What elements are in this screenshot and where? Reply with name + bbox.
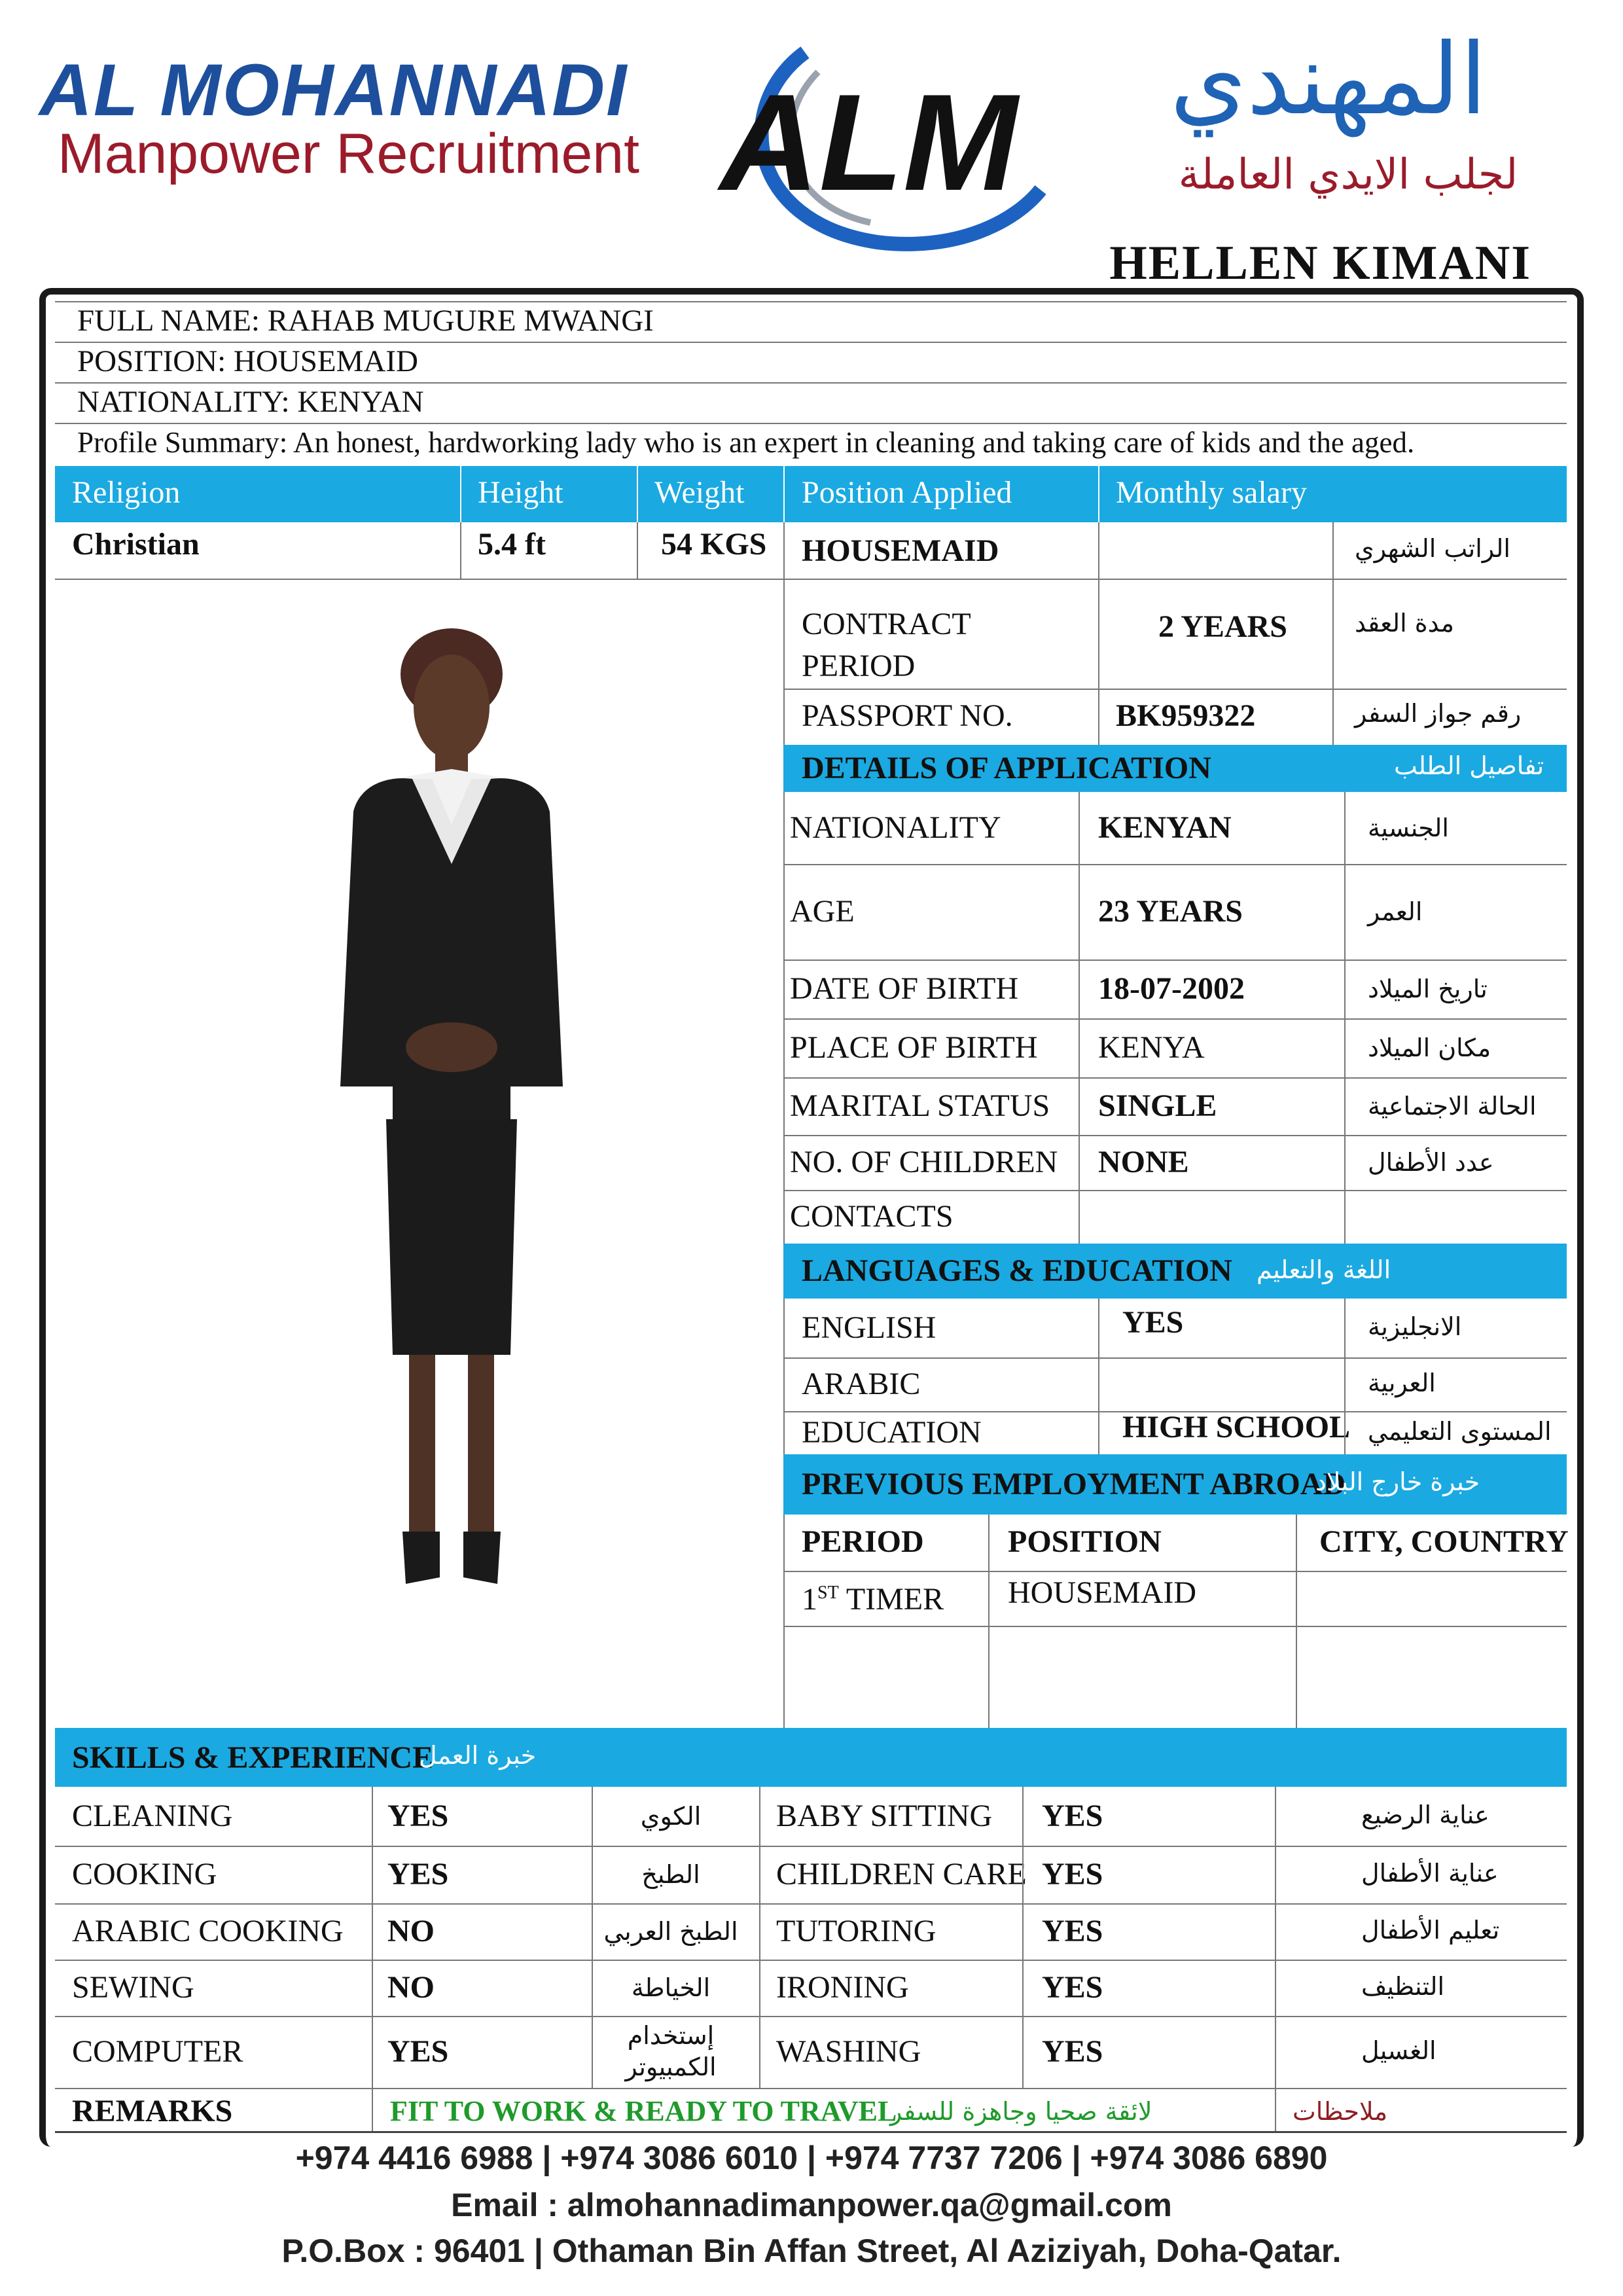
- details-label: DATE OF BIRTH: [790, 971, 1019, 1006]
- details-value: 18-07-2002: [1098, 971, 1245, 1006]
- col-sep: [1098, 1299, 1099, 1454]
- details-title-arabic: تفاصيل الطلب: [1394, 751, 1544, 780]
- skill-value: YES: [1042, 1799, 1103, 1833]
- details-arabic: العمر: [1368, 897, 1423, 926]
- skill-value: YES: [387, 1857, 449, 1892]
- skill-label: ARABIC COOKING: [72, 1914, 344, 1948]
- row-sep: [783, 1626, 1567, 1627]
- skill-label: WASHING: [776, 2034, 921, 2069]
- skill-value: YES: [1042, 1857, 1103, 1892]
- col-sep: [1296, 1515, 1297, 1728]
- col-sep: [1344, 792, 1346, 1244]
- skill-arabic: الغسيل: [1361, 2036, 1436, 2065]
- remarks-label-arabic: ملاحظات: [1293, 2097, 1388, 2126]
- contract-arabic: مدة العقد: [1355, 609, 1454, 637]
- details-label: AGE: [790, 894, 855, 929]
- language-value: YES: [1122, 1305, 1184, 1340]
- row-sep: [783, 864, 1567, 865]
- employment-title: PREVIOUS EMPLOYMENT ABROAD: [802, 1467, 1346, 1501]
- details-label: PLACE OF BIRTH: [790, 1030, 1038, 1065]
- row-sep: [55, 1960, 1567, 1961]
- details-value: 23 YEARS: [1098, 894, 1243, 929]
- languages-title: LANGUAGES & EDUCATION: [802, 1253, 1232, 1288]
- language-label: EDUCATION: [802, 1415, 982, 1450]
- row-sep: [55, 1903, 1567, 1905]
- details-arabic: عدد الأطفال: [1368, 1148, 1494, 1177]
- col-sep: [783, 522, 785, 1728]
- skill-arabic: الخياطة: [631, 1973, 711, 2002]
- employment-header-position: POSITION: [1008, 1524, 1162, 1559]
- skill-value: YES: [387, 1799, 449, 1833]
- brand-name-arabic: المهندي: [1169, 23, 1488, 137]
- row-sep: [783, 1571, 1567, 1572]
- header-weight: Weight: [654, 475, 745, 510]
- header-monthly-salary: Monthly salary: [1116, 475, 1307, 510]
- col-sep: [1098, 466, 1099, 522]
- candidate-photo: [288, 615, 615, 1604]
- language-label: ENGLISH: [802, 1310, 936, 1345]
- value-height: 5.4 ft: [478, 527, 546, 562]
- row-sep: [783, 1190, 1567, 1191]
- employment-title-arabic: خبرة خارج البلاد: [1315, 1467, 1480, 1496]
- col-sep: [592, 1787, 593, 2088]
- footer-address: P.O.Box : 96401 | Othaman Bin Affan Street, Al Aziziyah, Doha-Qatar.: [281, 2233, 1342, 2269]
- details-value: NONE: [1098, 1145, 1189, 1179]
- profile-summary: Profile Summary: An honest, hardworking lady who is an expert in cleaning and taking care of kids and the aged.: [77, 426, 1415, 459]
- col-sep: [460, 522, 461, 579]
- skill-label: COMPUTER: [72, 2034, 243, 2069]
- col-sep: [1022, 1787, 1024, 2088]
- details-arabic: الحالة الاجتماعية: [1368, 1092, 1537, 1121]
- col-sep: [1275, 2088, 1276, 2131]
- skill-arabic: الكوي: [640, 1802, 702, 1831]
- value-weight: 54 KGS: [661, 527, 767, 562]
- candidate-name: HELLEN KIMANI: [1109, 236, 1531, 290]
- skill-arabic: إستخدام الكمبيوتر: [625, 2021, 717, 2081]
- languages-title-arabic: اللغة والتعليم: [1257, 1255, 1391, 1284]
- col-sep: [372, 2088, 373, 2131]
- remarks-label: REMARKS: [72, 2094, 233, 2128]
- row-sep: [783, 1077, 1567, 1079]
- skill-arabic: عناية الأطفال: [1361, 1859, 1499, 1888]
- skill-label: IRONING: [776, 1970, 909, 2005]
- skills-title-arabic: خبرة العمل: [419, 1741, 537, 1770]
- skill-label: TUTORING: [776, 1914, 936, 1948]
- details-arabic: تاريخ الميلاد: [1368, 975, 1488, 1003]
- value-position-applied: HOUSEMAID: [802, 533, 999, 568]
- row-sep: [55, 1846, 1567, 1847]
- row-sep: [783, 1018, 1567, 1020]
- brand-name: AL MOHANNADI: [39, 49, 628, 131]
- nationality-line: NATIONALITY: KENYAN: [77, 385, 424, 419]
- brand-subtitle-arabic: لجلب الايدي العاملة: [1178, 151, 1518, 199]
- employment-header-city: CITY, COUNTRY: [1319, 1524, 1569, 1559]
- details-value: KENYAN: [1098, 810, 1232, 845]
- row-sep: [55, 2131, 1567, 2133]
- skill-arabic: الطبخ العربي: [603, 1917, 738, 1946]
- col-sep: [637, 522, 638, 579]
- col-sep: [372, 1787, 373, 2088]
- language-arabic: الانجليزية: [1368, 1312, 1462, 1341]
- skill-value: NO: [387, 1914, 435, 1948]
- header-height: Height: [478, 475, 563, 510]
- skill-value: YES: [387, 2034, 449, 2069]
- skill-label: COOKING: [72, 1857, 217, 1892]
- col-sep: [988, 1515, 990, 1728]
- skill-arabic: التنظيف: [1361, 1972, 1445, 2001]
- details-arabic: مكان الميلاد: [1368, 1033, 1491, 1062]
- contract-value: 2 YEARS: [1158, 609, 1287, 644]
- footer-email: Email : almohannadimanpower.qa@gmail.com: [451, 2187, 1172, 2223]
- employment-header-period: PERIOD: [802, 1524, 924, 1559]
- alm-logo: [707, 26, 1060, 262]
- details-value: SINGLE: [1098, 1088, 1217, 1123]
- skill-label: BABY SITTING: [776, 1799, 993, 1833]
- details-label: MARITAL STATUS: [790, 1088, 1050, 1123]
- col-sep: [783, 466, 785, 522]
- skill-value: YES: [1042, 1970, 1103, 2005]
- brand-subtitle: Manpower Recruitment: [58, 122, 640, 185]
- footer-phones: +974 4416 6988 | +974 3086 6010 | +974 7737 7206 | +974 3086 6890: [295, 2140, 1328, 2176]
- remarks-arabic: لائقة صحيا وجاهزة للسفر: [890, 2097, 1152, 2126]
- value-religion: Christian: [72, 527, 200, 562]
- skill-label: CHILDREN CARE: [776, 1857, 1027, 1892]
- full-name: FULL NAME: RAHAB MUGURE MWANGI: [77, 304, 654, 338]
- employment-position: HOUSEMAID: [1008, 1575, 1196, 1610]
- position-line: POSITION: HOUSEMAID: [77, 344, 418, 378]
- logo-text: ALM: [720, 65, 1018, 219]
- details-label: NATIONALITY: [790, 810, 1001, 845]
- language-value: HIGH SCHOOL: [1122, 1410, 1351, 1444]
- col-sep: [1098, 522, 1099, 745]
- details-label: CONTACTS: [790, 1199, 954, 1234]
- skills-title: SKILLS & EXPERIENCE: [72, 1740, 434, 1775]
- col-sep: [759, 1787, 760, 2088]
- header-religion: Religion: [72, 475, 181, 510]
- row-sep: [783, 1135, 1567, 1136]
- language-label: ARABIC: [802, 1367, 921, 1401]
- row-sep: [783, 1357, 1567, 1359]
- row-sep: [783, 689, 1567, 690]
- row-sep: [55, 2016, 1567, 2017]
- remarks-value: FIT TO WORK & READY TO TRAVEL: [390, 2095, 897, 2127]
- col-sep: [1332, 522, 1334, 745]
- passport-number: BK959322: [1116, 698, 1256, 733]
- row-sep: [55, 2088, 1567, 2089]
- row-sep: [783, 579, 1567, 580]
- col-sep: [1079, 792, 1080, 1244]
- passport-arabic: رقم جواز السفر: [1355, 699, 1522, 728]
- employment-period: 1ST TIMER: [802, 1582, 944, 1617]
- skill-label: CLEANING: [72, 1799, 233, 1833]
- details-title: DETAILS OF APPLICATION: [802, 751, 1211, 785]
- skill-label: SEWING: [72, 1970, 194, 2005]
- skill-value: YES: [1042, 1914, 1103, 1948]
- skill-value: NO: [387, 1970, 435, 2005]
- row-sep: [783, 1411, 1567, 1412]
- col-sep: [1275, 1787, 1276, 2088]
- col-sep: [1344, 1299, 1346, 1454]
- skill-value: YES: [1042, 2034, 1103, 2069]
- passport-label: PASSPORT NO.: [802, 698, 1013, 733]
- contract-label: CONTRACT PERIOD: [802, 607, 971, 683]
- row-sep: [55, 579, 783, 580]
- language-arabic: المستوى التعليمي: [1368, 1417, 1552, 1446]
- skill-arabic: تعليم الأطفال: [1361, 1916, 1500, 1945]
- language-arabic: العربية: [1368, 1369, 1436, 1397]
- header-position-applied: Position Applied: [802, 475, 1012, 510]
- skill-arabic: الطبخ: [641, 1860, 700, 1889]
- skill-arabic: عناية الرضيع: [1361, 1801, 1489, 1829]
- details-value: KENYA: [1098, 1030, 1205, 1065]
- row-sep: [783, 960, 1567, 961]
- details-arabic: الجنسية: [1368, 814, 1449, 842]
- details-label: NO. OF CHILDREN: [790, 1145, 1058, 1179]
- salary-arabic: الراتب الشهري: [1355, 534, 1510, 563]
